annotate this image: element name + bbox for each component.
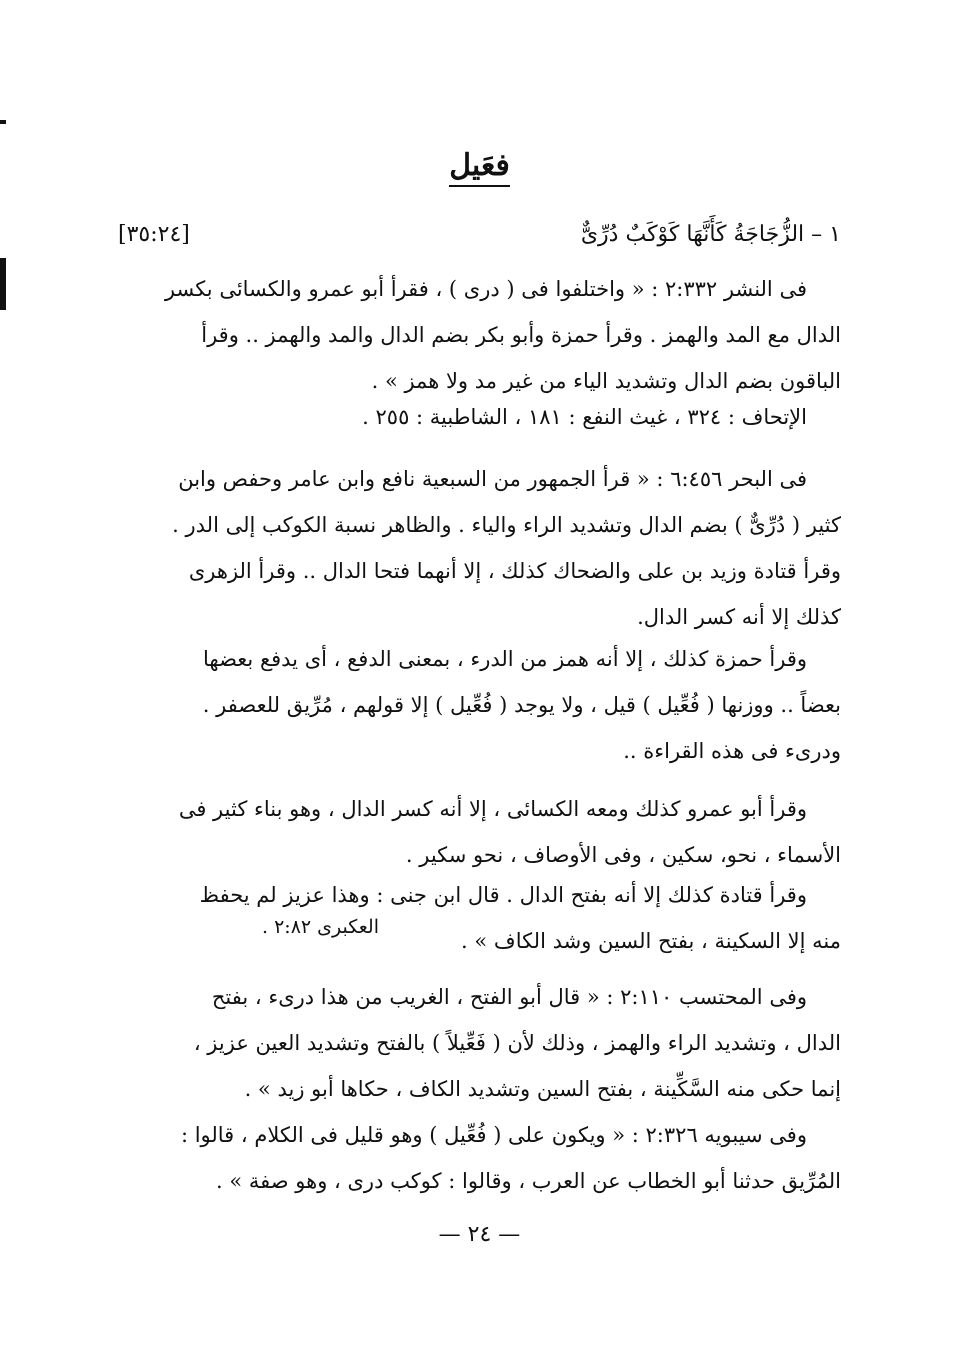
text-line: فى النشر ٢:٣٣٢ : « واختلفوا فى ( درى ) ، فقرأ أبو عمرو والكسائى بكسر — [164, 277, 807, 301]
text-line: وفى سيبويه ٢:٣٢٦ : « ويكون على ( فُعِّيل ) وهو قليل فى الكلام ، قالوا : — [180, 1123, 807, 1147]
text-line: وفى المحتسب ٢:١١٠ : « قال أبو الفتح ، الغريب من هذا درىء ، بفتح — [211, 985, 807, 1009]
verse-reference: [٣٥:٢٤] — [118, 222, 190, 247]
scan-edge-mark — [0, 120, 6, 124]
paragraph-ithaf — [118, 394, 841, 440]
verse-entry — [118, 222, 841, 262]
paragraph-sibawayh — [118, 1112, 841, 1204]
paragraph-hamza — [118, 636, 841, 774]
page-title-text: فعَيل — [449, 148, 510, 187]
paragraph-qatada — [118, 872, 841, 964]
paragraph-muhtasab — [118, 974, 841, 1112]
text-line: المُرِّيق حدثنا أبو الخطاب عن العرب ، وقالوا : كوكب درى ، وهو صفة » . — [216, 1169, 841, 1193]
text-line: وقرأ أبو عمرو كذلك ومعه الكسائى ، إلا أنه كسر الدال ، وهو بناء كثير فى — [178, 797, 807, 821]
text-line: كذلك إلا أنه كسر الدال. — [637, 605, 841, 629]
page-number: — ٢٤ — — [438, 1222, 521, 1247]
text-line: الإتحاف : ٣٢٤ ، غيث النفع : ١٨١ ، الشاطبية : ٢٥٥ . — [362, 405, 807, 429]
paragraph-nashr — [118, 266, 841, 404]
text-line: كثير ( دُرِّىٌّ ) بضم الدال وتشديد الراء والياء . والظاهر نسبة الكوكب إلى الدر . — [172, 513, 841, 537]
text-line: منه إلا السكينة ، بفتح السين وشد الكاف » . — [461, 929, 841, 953]
text-line: فى البحر ٦:٤٥٦ : « قرأ الجمهور من السبعية نافع وابن عامر وحفص وابن — [178, 467, 807, 491]
page-title — [0, 148, 959, 183]
entry-number: ١ – — [811, 222, 841, 247]
verse-entry-text — [581, 222, 841, 247]
paragraph-abu-amr — [118, 786, 841, 878]
text-line: ودرىء فى هذه القراءة .. — [623, 739, 841, 763]
text-line: وقرأ حمزة كذلك ، إلا أنه همز من الدرء ، بمعنى الدفع ، أى يدفع بعضها — [203, 647, 807, 671]
text-line: الأسماء ، نحو، سكين ، وفى الأوصاف ، نحو سكير . — [405, 843, 841, 867]
paragraph-bahr — [118, 456, 841, 640]
text-line: إنما حكى منه السَّكِّينة ، بفتح السين وتشديد الكاف ، حكاها أبو زيد » . — [244, 1077, 841, 1101]
scan-edge-mark — [0, 258, 6, 310]
verse-quote: الزُّجَاجَةُ كَأَنَّهَا كَوْكَبٌ دُرِّىٌّ — [580, 222, 805, 247]
text-line: الدال مع المد والهمز . وقرأ حمزة وأبو بكر بضم الدال والمد والهمز .. وقرأ — [201, 323, 841, 347]
text-line: بعضاً .. ووزنها ( فُعِّيل ) قيل ، ولا يوجد ( فُعِّيل ) إلا قولهم ، مُرِّيق للعصفر . — [202, 693, 841, 717]
text-line: وقرأ قتادة وزيد بن على والضحاك كذلك ، إلا أنهما فتحا الدال .. وقرأ الزهرى — [188, 559, 841, 583]
text-line: الباقون بضم الدال وتشديد الياء من غير مد ولا همز » . — [371, 369, 841, 393]
text-line: وقرأ قتادة كذلك إلا أنه بفتح الدال . قال ابن جنى : وهذا عزيز لم يحفظ — [199, 883, 807, 907]
side-reference-ukbari: العكبرى ٢:٨٢ . — [262, 916, 379, 938]
text-line: الدال ، وتشديد الراء والهمز ، وذلك لأن ( فَعِّيلاً ) بالفتح وتشديد العين عزيز ، — [193, 1031, 841, 1055]
